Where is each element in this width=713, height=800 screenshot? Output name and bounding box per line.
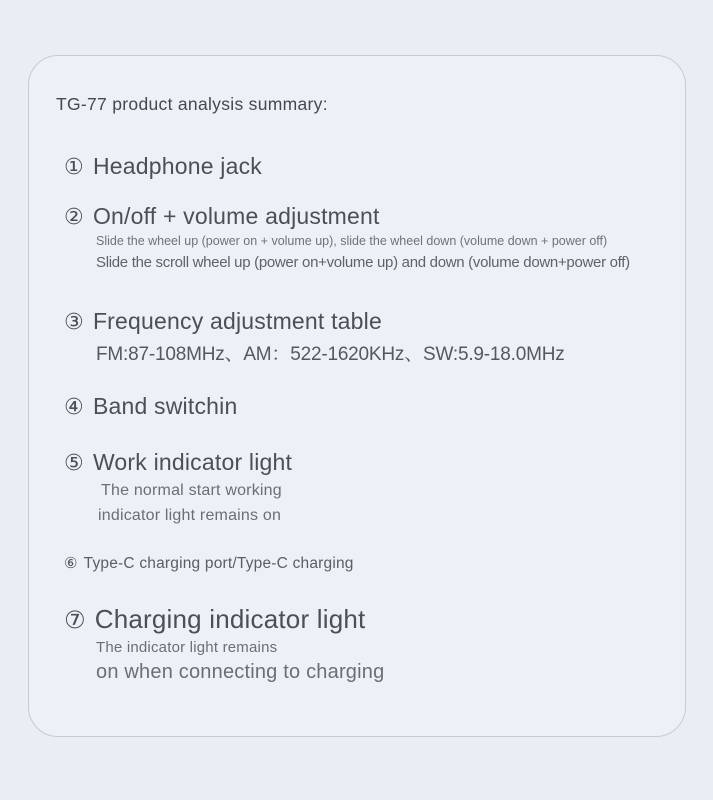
circled-number-7: ⑦	[64, 607, 86, 634]
item-heading: Work indicator light	[92, 449, 293, 475]
item-heading: Headphone jack	[92, 153, 262, 179]
item-heading: Band switchin	[92, 393, 238, 419]
item-subtext: The normal start working	[101, 482, 282, 499]
list-item-work-indicator	[64, 447, 685, 478]
list-item-charging-indicator	[64, 603, 685, 637]
item-subtext: on when connecting to charging	[96, 661, 385, 683]
item-heading: Frequency adjustment table	[92, 308, 382, 334]
item-subtext: Slide the wheel up (power on + volume up), slide the wheel down (volume down + power off)	[96, 234, 608, 248]
item-subtext: indicator light remains on	[98, 507, 282, 524]
circled-number-6: ⑥	[64, 555, 78, 572]
circled-number-2: ②	[64, 204, 84, 229]
list-item-headphone-jack	[64, 151, 685, 182]
item-heading: Charging indicator light	[94, 604, 366, 634]
circled-number-1: ①	[64, 154, 84, 179]
circled-number-4: ④	[64, 394, 84, 419]
page-title: TG-77 product analysis summary:	[56, 94, 328, 114]
frequency-ranges-text: FM:87-108MHz、AM：522-1620KHz、SW:5.9-18.0MHz	[96, 344, 565, 365]
list-item-type-c-charging	[64, 554, 685, 574]
product-summary-card	[28, 55, 686, 737]
list-item-frequency-table	[64, 306, 685, 337]
item-subtext: The indicator light remains	[96, 639, 278, 656]
item-heading: Type-C charging port/Type-C charging	[83, 555, 354, 572]
item-subtext: Slide the scroll wheel up (power on+volume up) and down (volume down+power off)	[96, 254, 630, 271]
list-item-band-switching	[64, 391, 685, 422]
item-heading: On/off + volume adjustment	[92, 203, 380, 229]
circled-number-3: ③	[64, 309, 84, 334]
circled-number-5: ⑤	[64, 450, 84, 475]
list-item-on-off-volume	[64, 201, 685, 232]
